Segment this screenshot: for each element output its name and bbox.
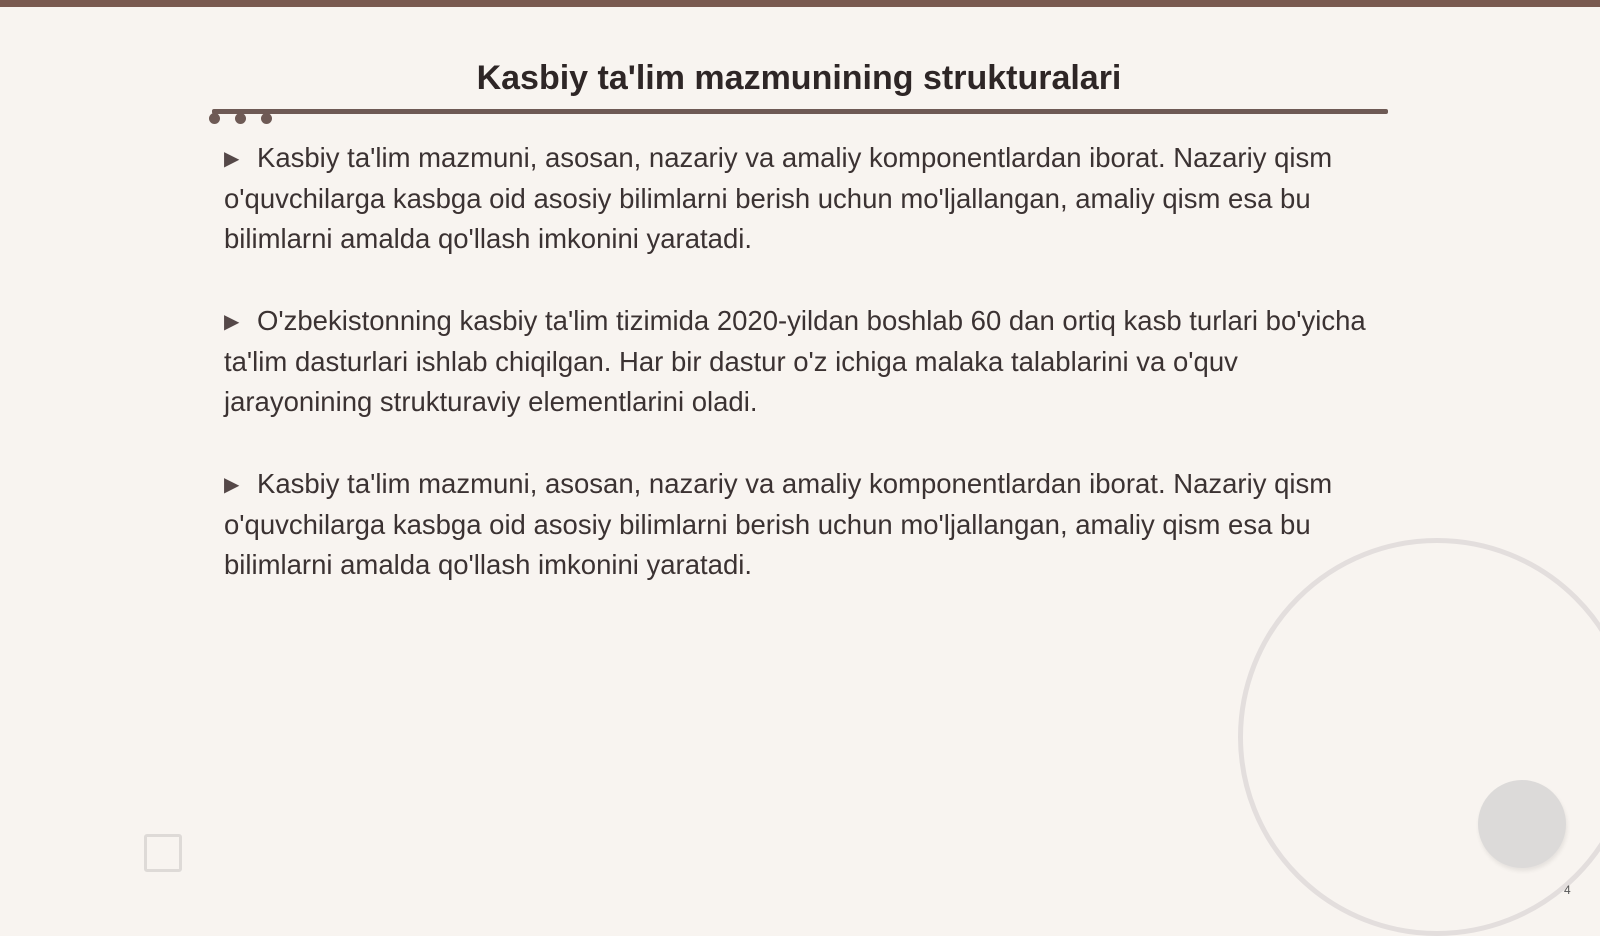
decorative-circle	[1478, 780, 1566, 868]
slide-body	[224, 138, 1374, 627]
top-accent-bar	[0, 0, 1600, 7]
decorative-dot	[261, 113, 272, 124]
paragraph-text: Kasbiy ta'lim mazmuni, asosan, nazariy va amaliy komponentlardan iborat. Nazariy qism o'quvchilarga kasbga oid asosiy bilimlarni berish uchun mo'ljallangan, amaliy qism esa bu bilimlarni amalda qo'llash imkonini yaratadi.	[224, 468, 1333, 580]
page-number: 4	[1564, 883, 1571, 897]
title-underline	[212, 109, 1388, 114]
bullet-arrow-icon: ▶	[224, 148, 240, 170]
bullet-arrow-icon: ▶	[224, 474, 240, 496]
paragraph-text: O'zbekistonning kasbiy ta'lim tizimida 2020-yildan boshlab 60 dan ortiq kasb turlari bo'yicha ta'lim dasturlari ishlab chiqilgan. Har bir dastur o'z ichiga malaka talablarini va o'quv jarayonining strukturaviy elementlarini oladi.	[224, 305, 1366, 417]
bullet-paragraph-2	[224, 301, 1374, 422]
decorative-dot	[209, 113, 220, 124]
paragraph-text: Kasbiy ta'lim mazmuni, asosan, nazariy va amaliy komponentlardan iborat. Nazariy qism o'quvchilarga kasbga oid asosiy bilimlarni berish uchun mo'ljallangan, amaliy qism esa bu bilimlarni amalda qo'llash imkonini yaratadi.	[224, 142, 1333, 254]
decorative-square	[144, 834, 182, 872]
bullet-paragraph-1	[224, 138, 1374, 259]
decorative-dot	[235, 113, 246, 124]
slide-title: Kasbiy ta'lim mazmunining strukturalari	[476, 59, 1122, 97]
bullet-paragraph-3	[224, 464, 1374, 585]
bullet-arrow-icon: ▶	[224, 311, 240, 333]
